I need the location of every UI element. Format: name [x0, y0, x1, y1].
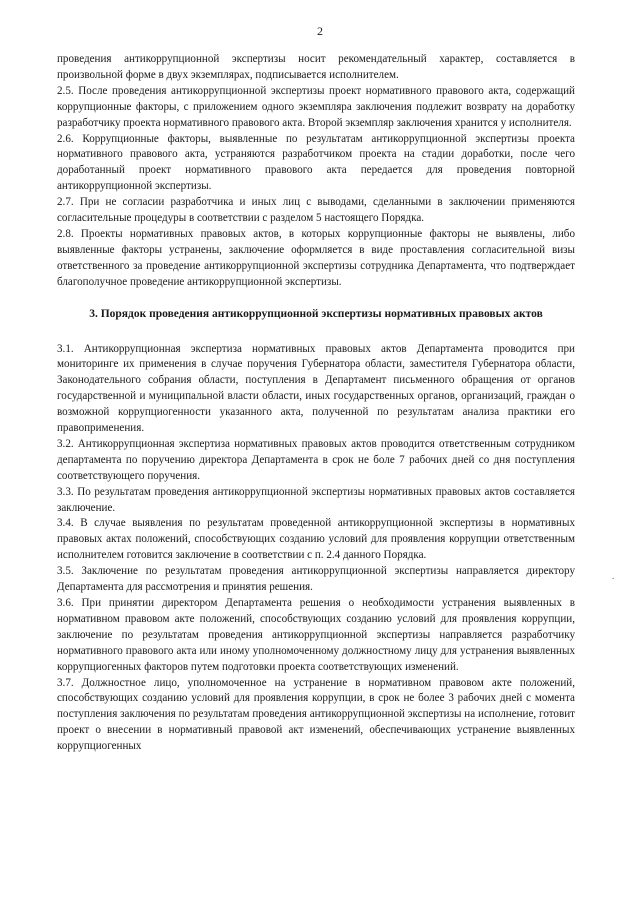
paragraph-2-4-continued: проведения антикоррупционной экспертизы носит рекомендательный характер, составляется в произвольной форме в двух экземплярах, подписывается исполнителем. — [57, 53, 575, 81]
paragraph-2-5: 2.5. После проведения антикоррупционной экспертизы проект нормативного правового акта, содержащий коррупционные факторы, с приложением одного экземпляра заключения подлежит возврату на доработку разработчику проекта нормативного правового акта. Второй экземпляр заключения хранится у исполнителя. — [57, 84, 575, 129]
section-3-heading: 3. Порядок проведения антикоррупционной экспертизы нормативных правовых актов — [89, 307, 543, 320]
paragraph-2-8: 2.8. Проекты нормативных правовых актов, в которых коррупционные факторы не выявлены, либо выявленные факторы устранены, заключение оформляется в виде проставления согласительной визы ответственного за проведение антикоррупционной экспертизы сотрудника Департамента, что подтверждает благополучное проведение антикоррупционной экспертизы. — [57, 227, 575, 288]
paragraph-3-1: 3.1. Антикоррупционная экспертиза нормативных правовых актов Департамента проводится при мониторинге их применения в случае поручения Губернатора области, заместителя Губернатора области, Законодательного собрания области, поступления в Департамент письменного обращения от органов государственной и муниципальной власти области, иных государственных органов, организаций, граждан о возможной коррупциогенности указанного акта, полученной по результатам анализа практики его правоприменения. — [57, 342, 575, 435]
paragraph-2-7: 2.7. При не согласии разработчика и иных лиц с выводами, сделанными в заключении применяются согласительные процедуры в соответствии с разделом 5 настоящего Порядка. — [57, 196, 575, 225]
paragraph-3-5: 3.5. Заключение по результатам проведения антикоррупционной экспертизы направляется директору Департамента для рассмотрения и принятия решения. — [57, 565, 575, 594]
paragraph-3-2: 3.2. Антикоррупционная экспертиза нормативных правовых актов проводится ответственным сотрудником департамента по поручению директора Департамента в срок не боле 7 рабочих дней со дня поступления соответствующего поручения. — [57, 437, 575, 482]
paragraph-3-7: 3.7. Должностное лицо, уполномоченное на устранение в нормативном правовом акте положений, способствующих созданию условий для проявления коррупции, в срок не более 3 рабочих дней с момента поступления заключения по результатам проведения антикоррупционной экспертизы на исполнение, готовит проект о внесении в нормативный правовой акт изменений, обеспечивающих устранение выявленных коррупциогенных — [57, 676, 575, 753]
paragraph-2-6: 2.6. Коррупционные факторы, выявленные по результатам антикоррупционной экспертизы проекта нормативного правового акта, устраняются разработчиком проекта на стадии доработки, после чего доработанный проект нормативного правового акта передается для проведения повторной антикоррупционной экспертизы. — [57, 132, 575, 193]
scan-speck: . — [612, 571, 615, 581]
paragraph-3-3: 3.3. По результатам проведения антикоррупционной экспертизы нормативных правовых актов составляется заключение. — [57, 485, 575, 514]
paragraph-3-4: 3.4. В случае выявления по результатам проведенной антикоррупционной экспертизы в нормативных правовых актах положений, способствующих созданию условий для проявления коррупции ответственным исполнителем готовится заключение в соответствии с п. 2.4 данного Порядка. — [57, 517, 575, 562]
paragraph-3-6: 3.6. При принятии директором Департамента решения о необходимости устранения выявленных в нормативном правовом акте положений, способствующих созданию условий для проявления коррупции, заключение по результатам проведения антикоррупционной экспертизы направляется разработчику нормативного правового акта или иному уполномоченному должностному лицу для устранения выявленных коррупциогенных факторов путем подготовки проекта соответствующих изменений. — [57, 597, 575, 673]
document-body — [57, 52, 575, 755]
page-number: 2 — [317, 24, 323, 38]
